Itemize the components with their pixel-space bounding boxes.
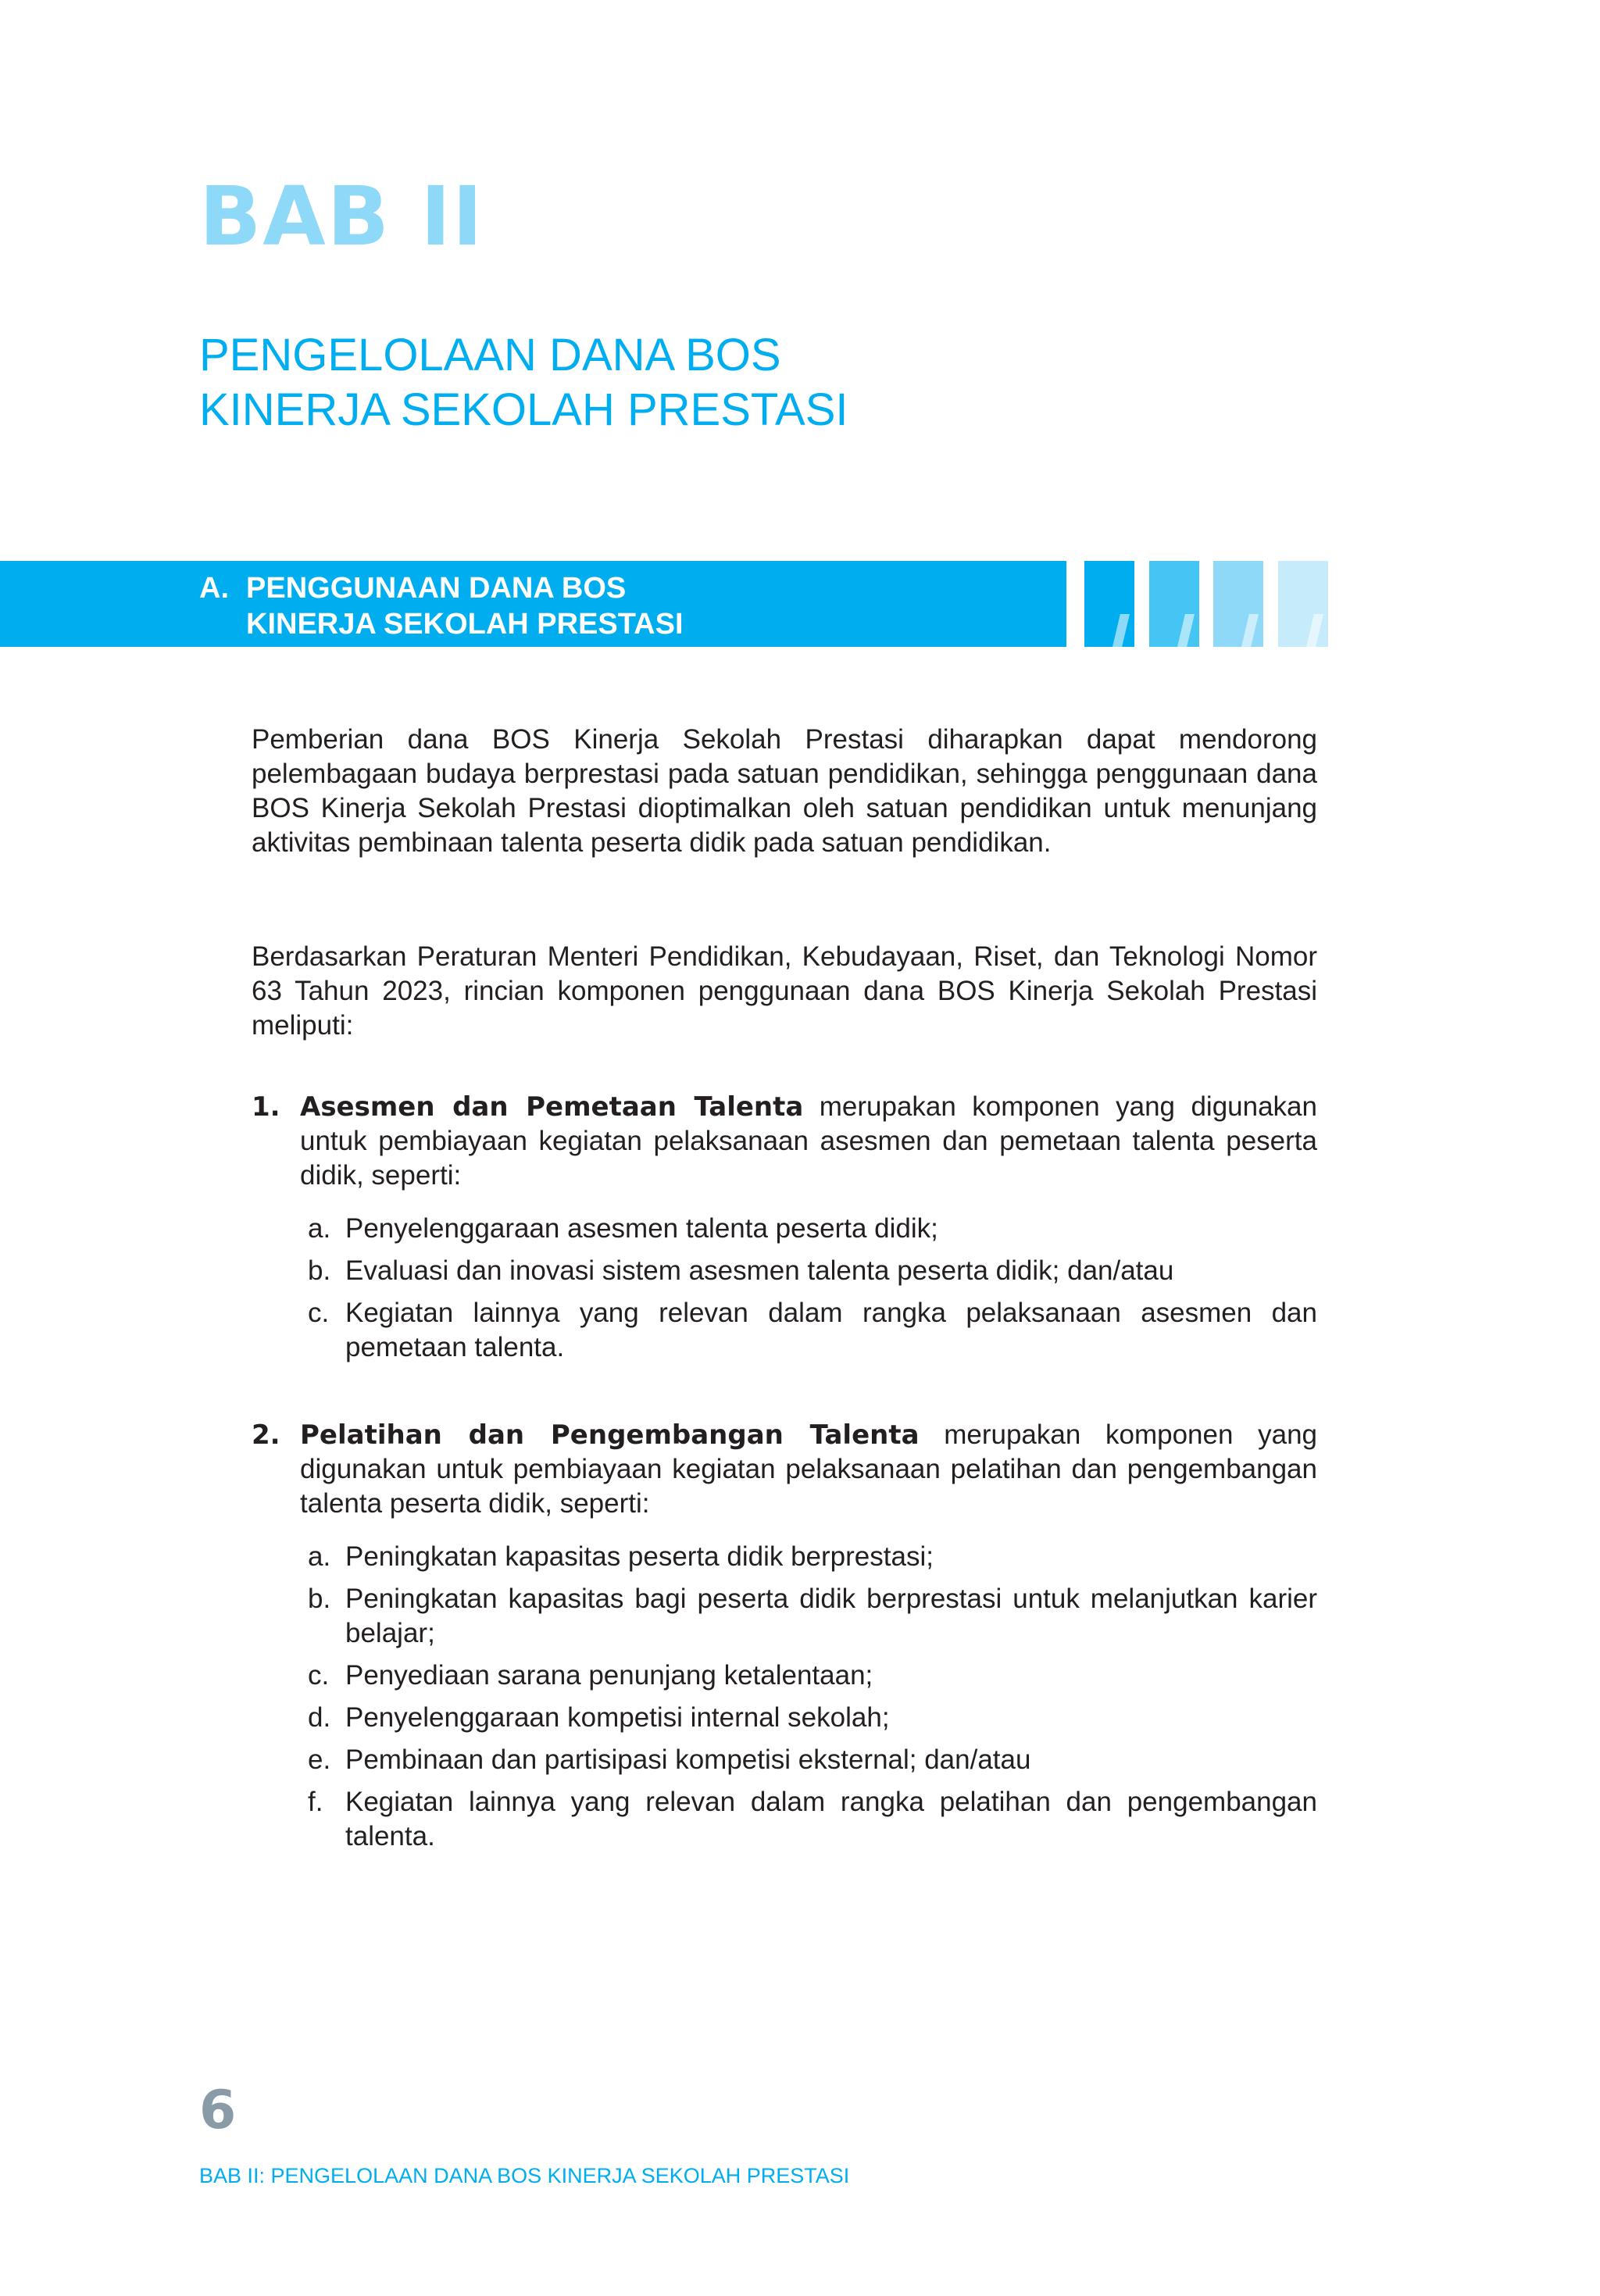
sub-list	[252, 1540, 1317, 1854]
section-heading	[199, 570, 684, 642]
decorative-block	[1278, 561, 1328, 647]
section-letter: A.	[199, 572, 229, 605]
numbered-item	[252, 1418, 1317, 1862]
section-title-line: KINERJA SEKOLAH PRESTASI	[246, 608, 684, 641]
running-footer: BAB II: PENGELOLAAN DANA BOS KINERJA SEKOLAH PRESTASI	[199, 2164, 850, 2187]
decorative-block	[1149, 561, 1199, 647]
list-item-text: Peningkatan kapasitas bagi peserta didik berprestasi untuk melanjutkan karier belajar;	[345, 1584, 1317, 1648]
list-item	[308, 1540, 1317, 1574]
list-item	[308, 1254, 1317, 1288]
list-item	[308, 1743, 1317, 1777]
body-paragraph: Berdasarkan Peraturan Menteri Pendidikan, Kebudayaan, Riset, dan Teknologi Nomor 63 Tahun 2023, rincian komponen penggunaan dana BOS Kinerja Sekolah Prestasi meliputi:	[252, 941, 1317, 1041]
item-text: merupakan komponen yang digunakan untuk pembiayaan kegiatan pelaksanaan asesmen dan pemetaan talenta peserta didik, seperti:	[300, 1091, 1317, 1191]
numbered-item-head	[252, 1418, 1317, 1521]
list-item	[308, 1659, 1317, 1693]
list-item-text: Kegiatan lainnya yang relevan dalam rangka pelaksanaan asesmen dan pemetaan talenta.	[345, 1298, 1317, 1362]
list-item	[308, 1212, 1317, 1246]
section-title-line: PENGGUNAAN DANA BOS	[246, 572, 627, 605]
item-title: Asesmen dan Pemetaan Talenta	[300, 1091, 804, 1123]
chapter-label: BAB II	[199, 169, 484, 264]
page-number: 6	[199, 2080, 237, 2141]
list-item	[308, 1785, 1317, 1854]
list-item	[308, 1296, 1317, 1365]
item-number: 1.	[252, 1091, 280, 1123]
item-text: merupakan komponen yang digunakan untuk pembiayaan kegiatan pelaksanaan pelatihan dan pengembangan talenta peserta didik, seperti:	[300, 1419, 1317, 1519]
list-letter: e.	[308, 1744, 331, 1775]
body-paragraph: Pemberian dana BOS Kinerja Sekolah Prestasi diharapkan dapat mendorong pelembagaan budaya berprestasi pada satuan pendidikan, sehingga penggunaan dana BOS Kinerja Sekolah Prestasi dioptimalkan oleh satuan pendidikan untuk menunjang aktivitas pembinaan talenta peserta didik pada satuan pendidikan.	[252, 724, 1317, 858]
chapter-title	[199, 328, 848, 437]
numbered-item-head	[252, 1090, 1317, 1193]
list-letter: b.	[308, 1584, 331, 1614]
list-item-text: Pembinaan dan partisipasi kompetisi eksternal; dan/atau	[345, 1744, 1031, 1775]
item-title: Pelatihan dan Pengembangan Talenta	[300, 1419, 920, 1451]
list-item	[308, 1701, 1317, 1735]
chapter-title-line: KINERJA SEKOLAH PRESTASI	[199, 384, 848, 435]
list-letter: f.	[308, 1787, 323, 1817]
list-item-text: Penyediaan sarana penunjang ketalentaan;	[345, 1660, 873, 1691]
chapter-title-line: PENGELOLAAN DANA BOS	[199, 330, 781, 380]
list-letter: a.	[308, 1213, 331, 1244]
sub-list	[252, 1212, 1317, 1365]
item-number: 2.	[252, 1419, 280, 1451]
list-letter: b.	[308, 1255, 331, 1286]
list-item-text: Penyelenggaraan asesmen talenta peserta didik;	[345, 1213, 938, 1244]
list-item	[308, 1582, 1317, 1651]
list-item-text: Penyelenggaraan kompetisi internal sekolah;	[345, 1702, 890, 1733]
list-letter: c.	[308, 1298, 330, 1328]
decorative-block	[1213, 561, 1263, 647]
list-item-text: Peningkatan kapasitas peserta didik berprestasi;	[345, 1541, 934, 1572]
list-item-text: Kegiatan lainnya yang relevan dalam rangka pelatihan dan pengembangan talenta.	[345, 1787, 1317, 1851]
list-letter: c.	[308, 1660, 330, 1691]
list-letter: d.	[308, 1702, 331, 1733]
decorative-block	[1084, 561, 1134, 647]
list-letter: a.	[308, 1541, 331, 1572]
numbered-item	[252, 1090, 1317, 1373]
list-item-text: Evaluasi dan inovasi sistem asesmen talenta peserta didik; dan/atau	[345, 1255, 1174, 1286]
